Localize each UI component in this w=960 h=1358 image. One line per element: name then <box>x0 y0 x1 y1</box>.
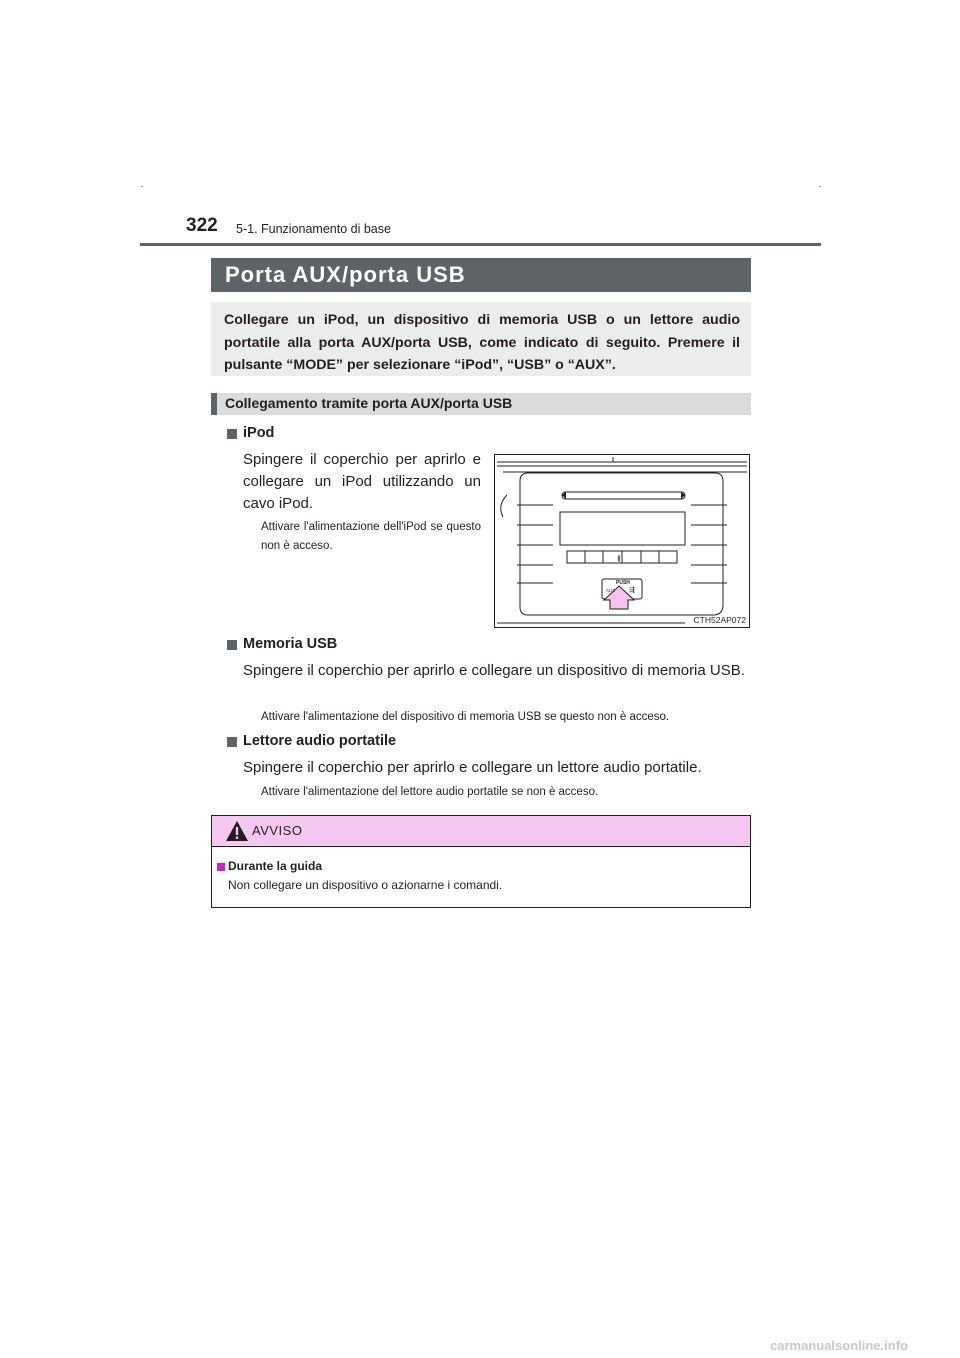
intro-text: Collegare un iPod, un dispositivo di memoria USB o un lettore audio portatile alla porta AUX/porta USB, come indicato di seguito. Premere il pulsante “MODE” per selezionare “iPod”, “USB” o “AUX”. <box>224 312 740 373</box>
item-body-portable: Spingere il coperchio per aprirlo e collegare un lettore audio portatile. <box>243 759 702 776</box>
watermark: carmanualsonline.info <box>770 1338 908 1353</box>
page-number: 322 <box>186 215 218 236</box>
crop-mark-left <box>141 186 143 187</box>
section-label: 5-1. Funzionamento di base <box>236 222 391 236</box>
bullet-square-icon <box>227 429 237 439</box>
warning-triangle-icon <box>225 820 249 842</box>
warning-box <box>211 815 751 908</box>
item-note-usb: Attivare l'alimentazione del dispositivo di memoria USB se questo non è acceso. <box>261 711 670 723</box>
sub-heading-bar <box>211 393 217 415</box>
crop-mark-right <box>819 186 821 187</box>
item-note-portable: Attivare l'alimentazione del lettore audio portatile se non è acceso. <box>261 786 599 798</box>
item-note-ipod: Attivare l'alimentazione dell'iPod se questo non è acceso. <box>261 521 481 552</box>
audio-unit-figure <box>494 454 750 628</box>
aux-label: AUX <box>606 588 616 593</box>
usb-icon: ⇶ <box>629 587 635 594</box>
sub-heading-text: Collegamento tramite porta AUX/porta USB <box>225 395 513 411</box>
warning-item-title: Durante la guida <box>228 859 323 873</box>
figure-code: CTH52AP072 <box>693 615 746 625</box>
bullet-square-icon <box>227 737 237 747</box>
sub-heading <box>211 393 751 415</box>
intro-box <box>211 302 751 376</box>
item-title-ipod: iPod <box>243 425 275 441</box>
warning-header <box>212 816 750 847</box>
warning-title: AVVISO <box>252 823 303 838</box>
warning-item-body: Non collegare un dispositivo o azionarne i comandi. <box>228 878 503 892</box>
page-title: Porta AUX/porta USB <box>225 262 466 287</box>
item-body-usb: Spingere il coperchio per aprirlo e collegare un dispositivo di memoria USB. <box>243 662 745 679</box>
item-body-ipod: Spingere il coperchio per aprirlo e collegare un iPod utilizzando un cavo iPod. <box>243 451 481 512</box>
item-title-portable: Lettore audio portatile <box>243 733 397 749</box>
warning-bullet-icon <box>217 863 225 871</box>
svg-text:≬: ≬ <box>617 554 621 563</box>
header-rule <box>140 243 821 246</box>
bullet-square-icon <box>227 640 237 650</box>
audio-unit-illustration <box>495 455 749 627</box>
item-title-usb: Memoria USB <box>243 636 338 652</box>
title-banner <box>211 258 751 292</box>
push-label: PUSH <box>616 580 630 586</box>
